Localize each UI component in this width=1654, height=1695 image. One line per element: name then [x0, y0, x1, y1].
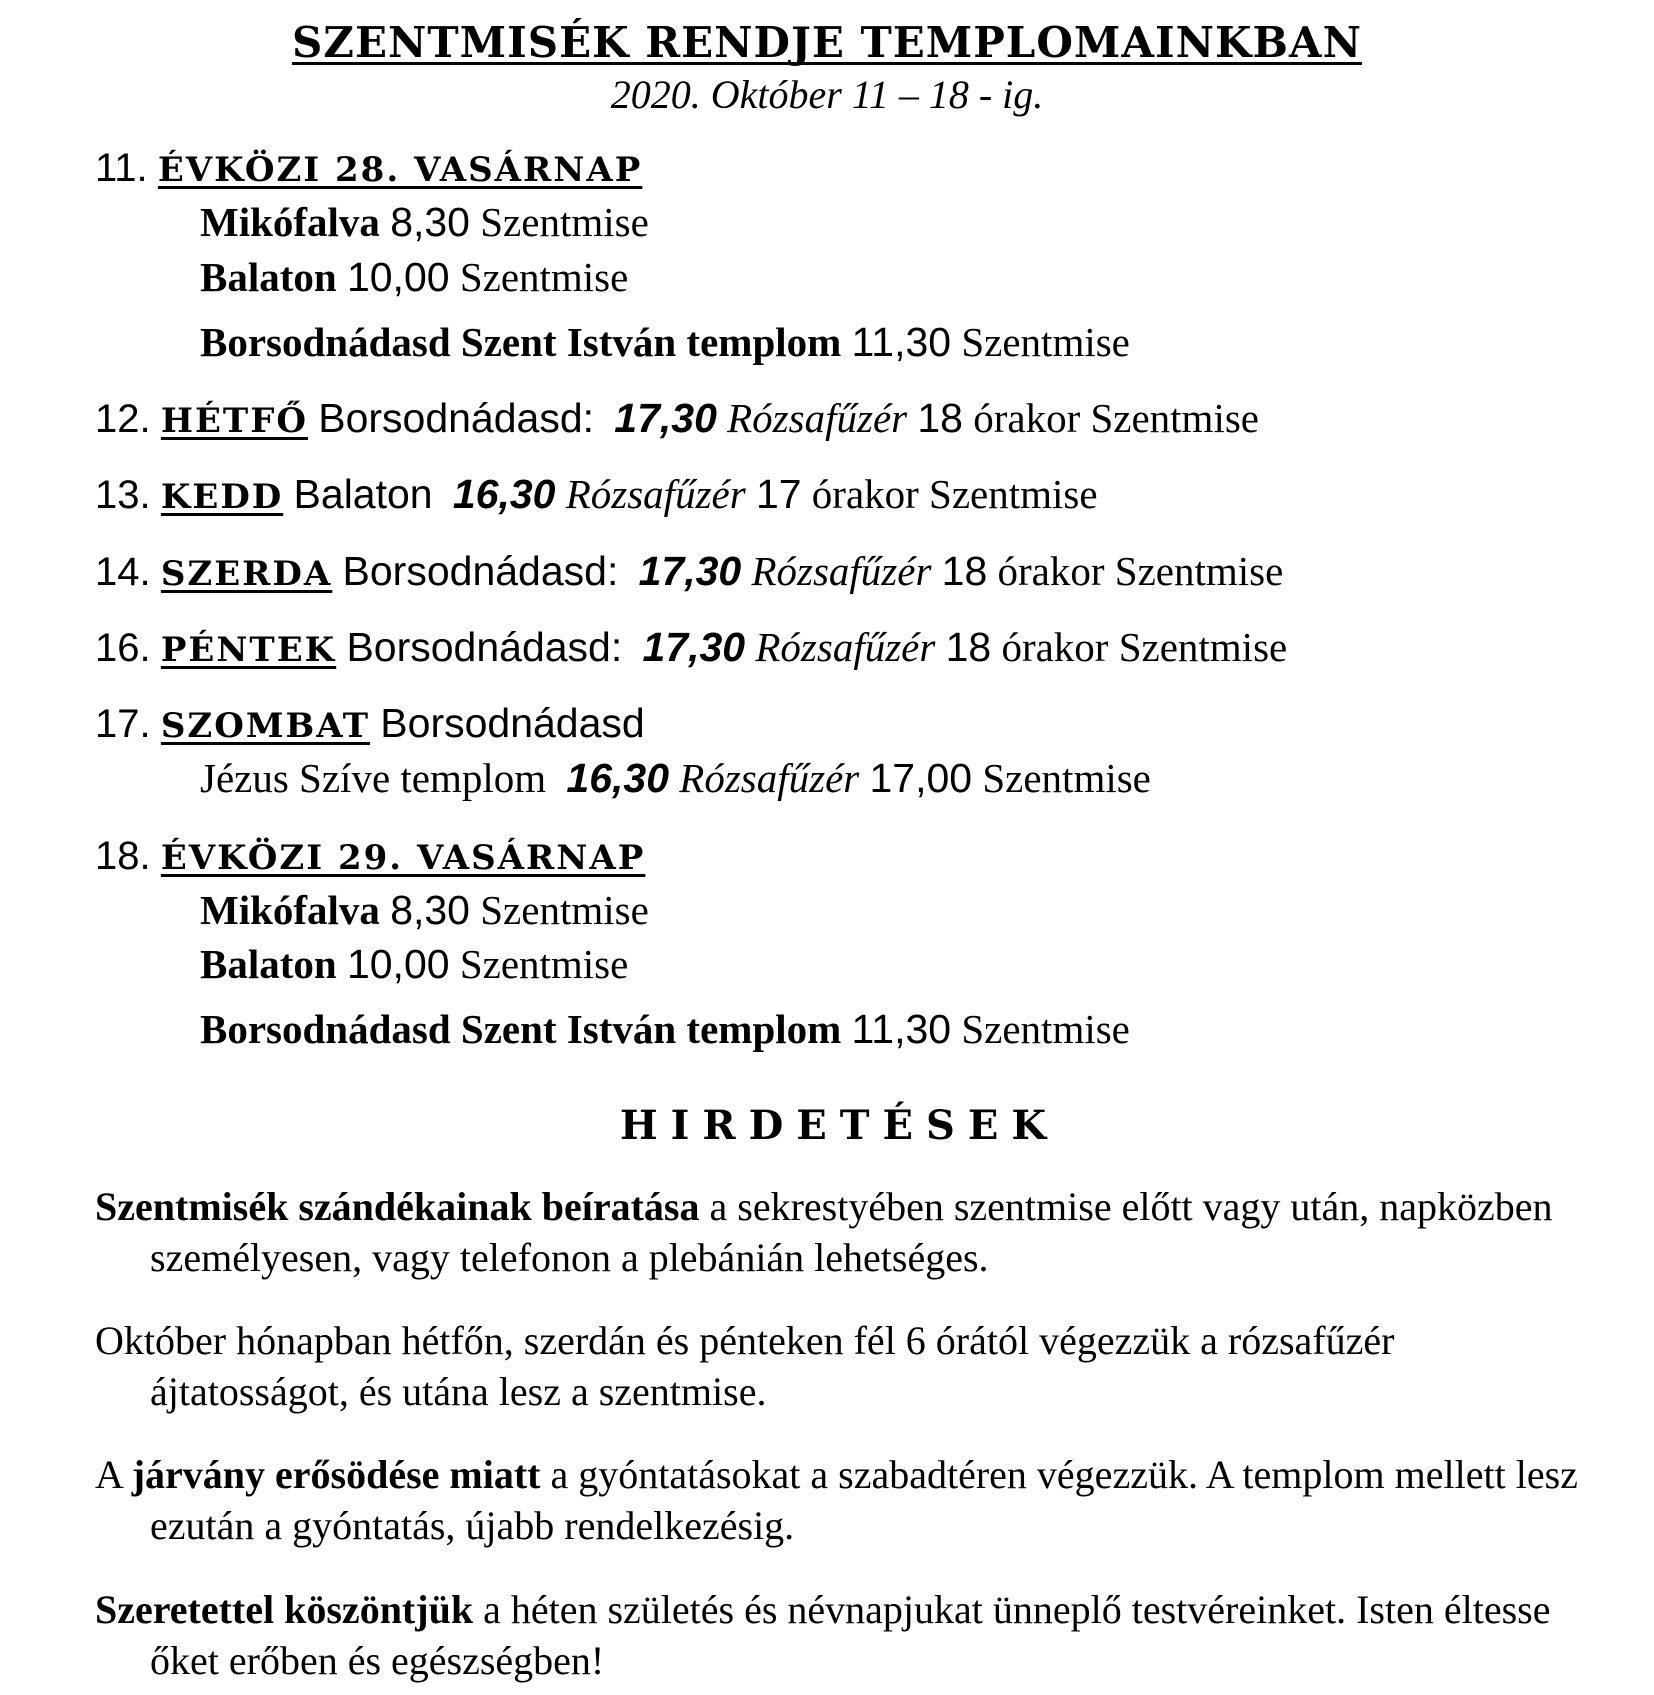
rosary-time: 16,30 [566, 755, 670, 802]
mass-row [200, 885, 1614, 936]
mass-time: 11,30 [851, 1006, 952, 1053]
paragraph-text: a héten születés és névnapjukat ünneplő testvéreinket. Isten éltesse őket erőben és egészségben! [150, 1586, 1551, 1683]
mass-label: órakor Szentmise [997, 547, 1284, 594]
mass-rows [95, 753, 1614, 804]
mass-time: 18 [941, 547, 988, 594]
paragraph-bold: járvány erősödése miatt [131, 1452, 541, 1498]
mass-label: Szentmise [961, 318, 1130, 365]
day-number: 13. [95, 473, 151, 518]
day-name: HÉTFŐ [160, 401, 308, 441]
rosary-label: Rózsafűzér [727, 395, 908, 441]
schedule-entry-sunday-29 [0, 830, 1654, 1056]
mass-place: Borsodnádasd: [342, 547, 619, 594]
schedule-entry-saturday [0, 698, 1654, 805]
mass-rows [95, 197, 1614, 368]
mass-time: 8,30 [390, 886, 470, 933]
mass-place: Borsodnádasd Szent István templom [200, 1006, 842, 1053]
rosary-time: 17,30 [614, 395, 717, 441]
mass-time: 17 [755, 471, 802, 518]
day-name: PÉNTEK [160, 629, 337, 670]
day-number: 14. [95, 549, 151, 594]
announcements-heading: HIRDETÉSEK [619, 1101, 1060, 1149]
mass-place: Balaton [293, 471, 433, 518]
mass-place: Mikófalva [200, 886, 380, 933]
mass-label: Szentmise [982, 755, 1151, 802]
mass-place: Borsodnádasd Szent István templom [200, 318, 842, 365]
day-name: ÉVKÖZI 28. VASÁRNAP [157, 150, 643, 190]
mass-row [200, 939, 1614, 990]
announcement-paragraph-greetings [95, 1584, 1584, 1686]
mass-label: Szentmise [459, 253, 629, 300]
mass-label: Szentmise [459, 941, 629, 987]
schedule-entry-sunday-28 [0, 142, 1654, 368]
mass-label: Szentmise [961, 1006, 1130, 1053]
rosary-time: 17,30 [642, 623, 746, 670]
rosary-time: 17,30 [638, 547, 742, 594]
paragraph-bold: Szeretettel köszöntjük [95, 1586, 474, 1632]
mass-time: 11,30 [851, 318, 952, 365]
mass-time: 10,00 [346, 941, 450, 987]
mass-label: órakor Szentmise [973, 395, 1259, 441]
day-number: 12. [95, 397, 151, 441]
mass-label: órakor Szentmise [1001, 623, 1288, 670]
rosary-label: Rózsafűzér [565, 471, 746, 518]
day-name: KEDD [160, 477, 284, 518]
mass-time: 18 [917, 395, 963, 441]
paragraph-lead: A [95, 1452, 132, 1498]
day-heading [95, 830, 1614, 881]
mass-label: Szentmise [480, 886, 649, 933]
mass-rows [95, 885, 1614, 1056]
mass-label: órakor Szentmise [811, 471, 1098, 518]
day-name: SZERDA [160, 553, 333, 594]
announcements-section [0, 1102, 1654, 1687]
paragraph-text: Október hónapban hétfőn, szerdán és pénteken fél 6 órától végezzük a rózsafűzér ájtatosságot, és utána lesz a szentmise. [95, 1317, 1395, 1415]
mass-time: 18 [945, 623, 992, 670]
mass-time: 10,00 [346, 253, 450, 300]
mass-schedule [0, 142, 1654, 1056]
day-number: 17. [95, 702, 151, 746]
mass-row [200, 753, 1614, 804]
mass-place: Balaton [200, 941, 337, 987]
schedule-entry-tuesday [0, 469, 1654, 520]
announcement-paragraph-mass-intentions [95, 1181, 1584, 1283]
day-number: 11. [95, 146, 148, 190]
schedule-entry-monday [0, 393, 1654, 444]
mass-row [200, 1004, 1614, 1055]
mass-place: Mikófalva [200, 199, 380, 246]
rosary-label: Rózsafűzér [755, 623, 936, 670]
announcement-paragraph-october-rosary [95, 1315, 1584, 1417]
day-number: 18. [95, 833, 151, 878]
schedule-entry-friday [0, 622, 1654, 673]
page-subtitle: 2020. Október 11 – 18 - ig. [610, 72, 1044, 117]
mass-label: Szentmise [480, 199, 649, 246]
day-name: SZOMBAT [160, 706, 371, 746]
mass-place: Borsodnádasd: [318, 395, 595, 441]
schedule-entry-wednesday [0, 546, 1654, 597]
rosary-label: Rózsafűzér [679, 755, 860, 802]
bulletin-header [0, 18, 1654, 118]
paragraph-text: a gyóntatásokat a szabadtéren végezzük. A templom mellett lesz ezután a gyóntatás, újabb rendelkezésig. [150, 1452, 1578, 1549]
mass-row [200, 252, 1614, 303]
mass-row [200, 317, 1614, 368]
mass-row [200, 197, 1614, 248]
mass-place: Borsodnádasd: [346, 623, 623, 670]
day-heading [95, 142, 1614, 193]
paragraph-text: a sekrestyében szentmise előtt vagy után, napközben személyesen, vagy telefonon a plebánián lehetséges. [150, 1183, 1553, 1280]
day-name: ÉVKÖZI 29. VASÁRNAP [160, 837, 646, 878]
rosary-label: Rózsafűzér [751, 547, 932, 594]
mass-place: Balaton [200, 253, 337, 300]
rosary-time: 16,30 [452, 471, 556, 518]
church-name: Jézus Szíve templom [200, 755, 547, 802]
day-heading [95, 698, 1614, 749]
mass-place: Borsodnádasd [380, 700, 645, 746]
announcement-paragraph-confessions [95, 1449, 1584, 1551]
page-title: SZENTMISÉK RENDJE TEMPLOMAINKBAN [291, 18, 1363, 67]
paragraph-bold: Szentmisék szándékainak beíratása [95, 1183, 700, 1229]
mass-time: 8,30 [390, 199, 470, 246]
day-number: 16. [95, 625, 151, 670]
mass-time: 17,00 [869, 755, 973, 802]
